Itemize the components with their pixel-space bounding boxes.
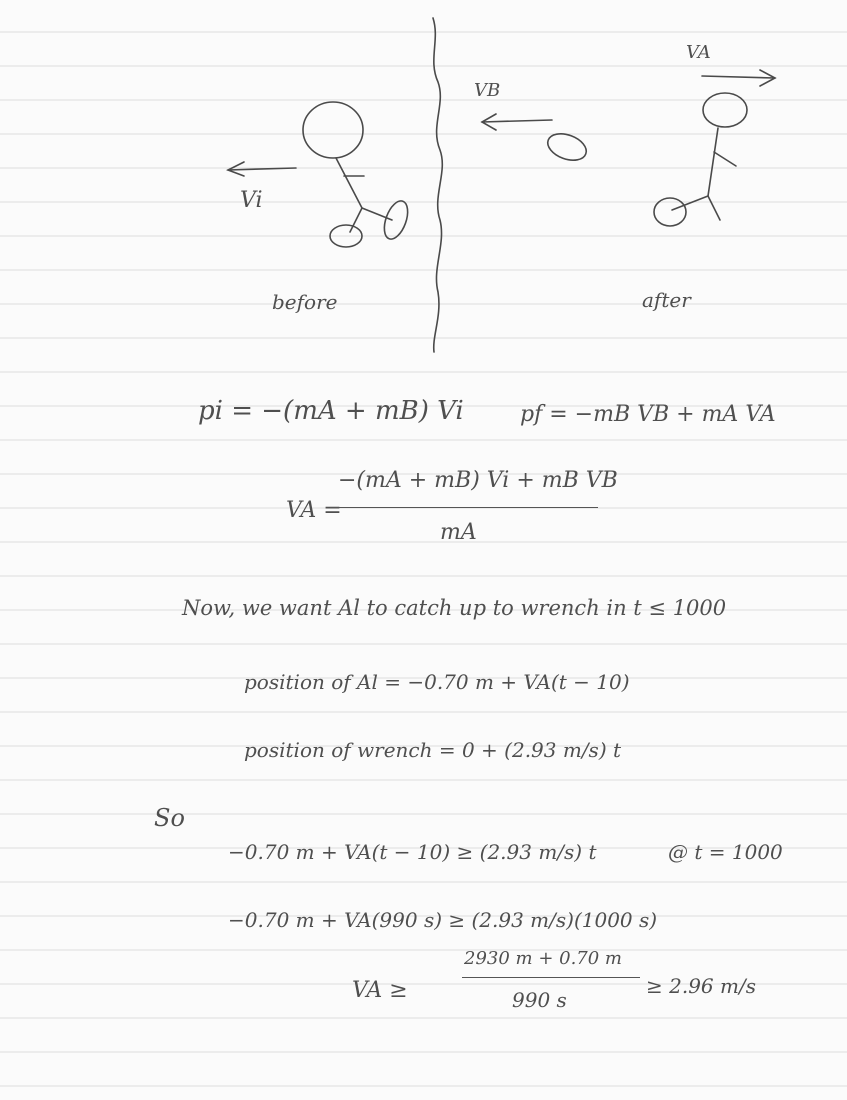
inequality-2: −0.70 m + VA(990 s) ≥ (2.93 m/s)(1000 s): [228, 908, 658, 932]
after-astronaut: [654, 93, 747, 226]
final-result: ≥ 2.96 m/s: [646, 974, 756, 998]
vi-label: Vi: [240, 188, 263, 213]
final-denominator: 990 s: [512, 988, 567, 1012]
final-fraction-bar: [462, 977, 640, 978]
vb-arrow: [482, 114, 552, 130]
va-label: VA: [686, 42, 711, 63]
inequality-1: −0.70 m + VA(t − 10) ≥ (2.93 m/s) t: [228, 840, 597, 864]
position-al: position of Al = −0.70 m + VA(t − 10): [244, 670, 630, 694]
divider-squiggle: [433, 18, 442, 352]
before-label: before: [272, 290, 338, 314]
position-wrench: position of wrench = 0 + (2.93 m/s) t: [244, 738, 622, 762]
final-numerator: 2930 m + 0.70 m: [464, 948, 622, 969]
pi-equation: pi = −(mA + mB) Vi: [198, 396, 464, 426]
pf-equation: pf = −mB VB + mA VA: [520, 402, 776, 427]
now-line: Now, we want Al to catch up to wrench in t ≤ 1000: [182, 596, 727, 620]
wrench-object: [544, 129, 590, 165]
inequality-1-condition: @ t = 1000: [668, 840, 783, 864]
va-fraction-bar: [330, 507, 598, 508]
after-label: after: [642, 288, 691, 312]
so-label: So: [154, 804, 185, 832]
va-arrow: [702, 70, 775, 86]
final-lhs: VA ≥: [352, 978, 408, 1003]
vi-arrow: [228, 162, 296, 176]
va-numerator: −(mA + mB) Vi + mB VB: [338, 468, 618, 493]
vb-label: VB: [474, 80, 501, 101]
va-denominator: mA: [440, 520, 477, 545]
before-astronaut: [303, 102, 412, 247]
va-lhs: VA =: [286, 498, 342, 523]
